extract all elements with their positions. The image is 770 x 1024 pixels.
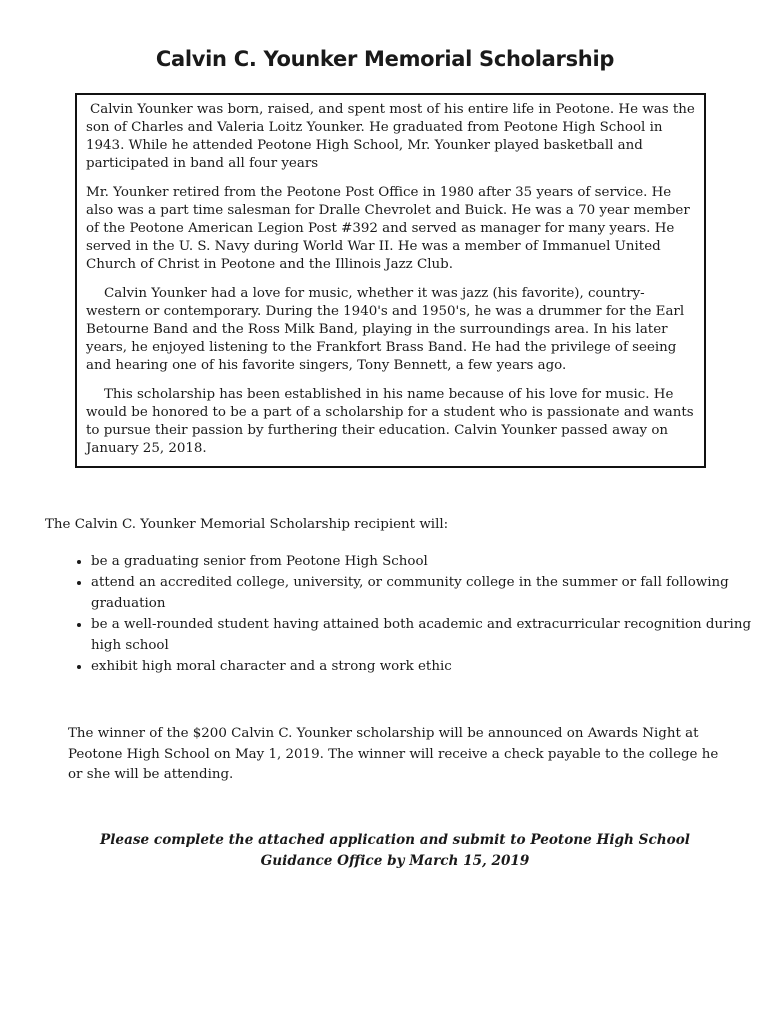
bio-paragraph-career: Mr. Younker retired from the Peotone Post Office in 1980 after 35 years of service. He also was a part time salesman for Dralle Chevrolet and Buick. He was a 70 year member of the Peotone American Legion Post #392 and served as manager for many years. He served in the U. S. Navy during World War II. He was a member of Immanuel United Church of Christ in Peotone and the Illinois Jazz Club. [86,185,690,272]
criteria-list [66,551,751,677]
criteria-item: • be a well-rounded student having attained both academic and extracurricular recognition during high school [91,614,751,656]
page-title: Calvin C. Younker Memorial Scholarship [155,47,615,71]
criteria-item: • attend an accredited college, university, or community college in the summer or fall following graduation [91,572,751,614]
award-announcement: The winner of the $200 Calvin C. Younker scholarship will be announced on Awards Night at Peotone High School on May 1, 2019. The winner will receive a check payable to the college he or she will be attending. [68,726,719,782]
bio-paragraph-music: Calvin Younker had a love for music, whether it was jazz (his favorite), country-western or contemporary. During the 1940's and 1950's, he was a drummer for the Earl Betourne Band and the Ross Milk Band, playing in the surroundings area. In his later years, he enjoyed listening to the Frankfort Brass Band. He had the privilege of seeing and hearing one of his favorite singers, Tony Bennett, a few years ago. [86,286,685,373]
criteria-item: • exhibit high moral character and a strong work ethic [91,656,751,677]
bio-paragraph-scholarship: This scholarship has been established in his name because of his love for music. He would be honored to be a part of a scholarship for a student who is passionate and wants to pursue their passion by furthering their education. Calvin Younker passed away on January 25, 2018. [86,387,694,456]
biography-box [75,93,706,468]
bio-paragraph-birth: Calvin Younker was born, raised, and spent most of his entire life in Peotone. He was the son of Charles and Valeria Loitz Younker. He graduated from Peotone High School in 1943. While he attended Peotone High School, Mr. Younker played basketball and participated in band all four years [86,102,695,171]
criteria-item: • be a graduating senior from Peotone High School [91,551,751,572]
criteria-intro: The Calvin C. Younker Memorial Scholarship recipient will: [45,517,449,532]
submission-instructions: Please complete the attached application and submit to Peotone High School Guidance Office by March 15, 2019 [100,832,690,869]
